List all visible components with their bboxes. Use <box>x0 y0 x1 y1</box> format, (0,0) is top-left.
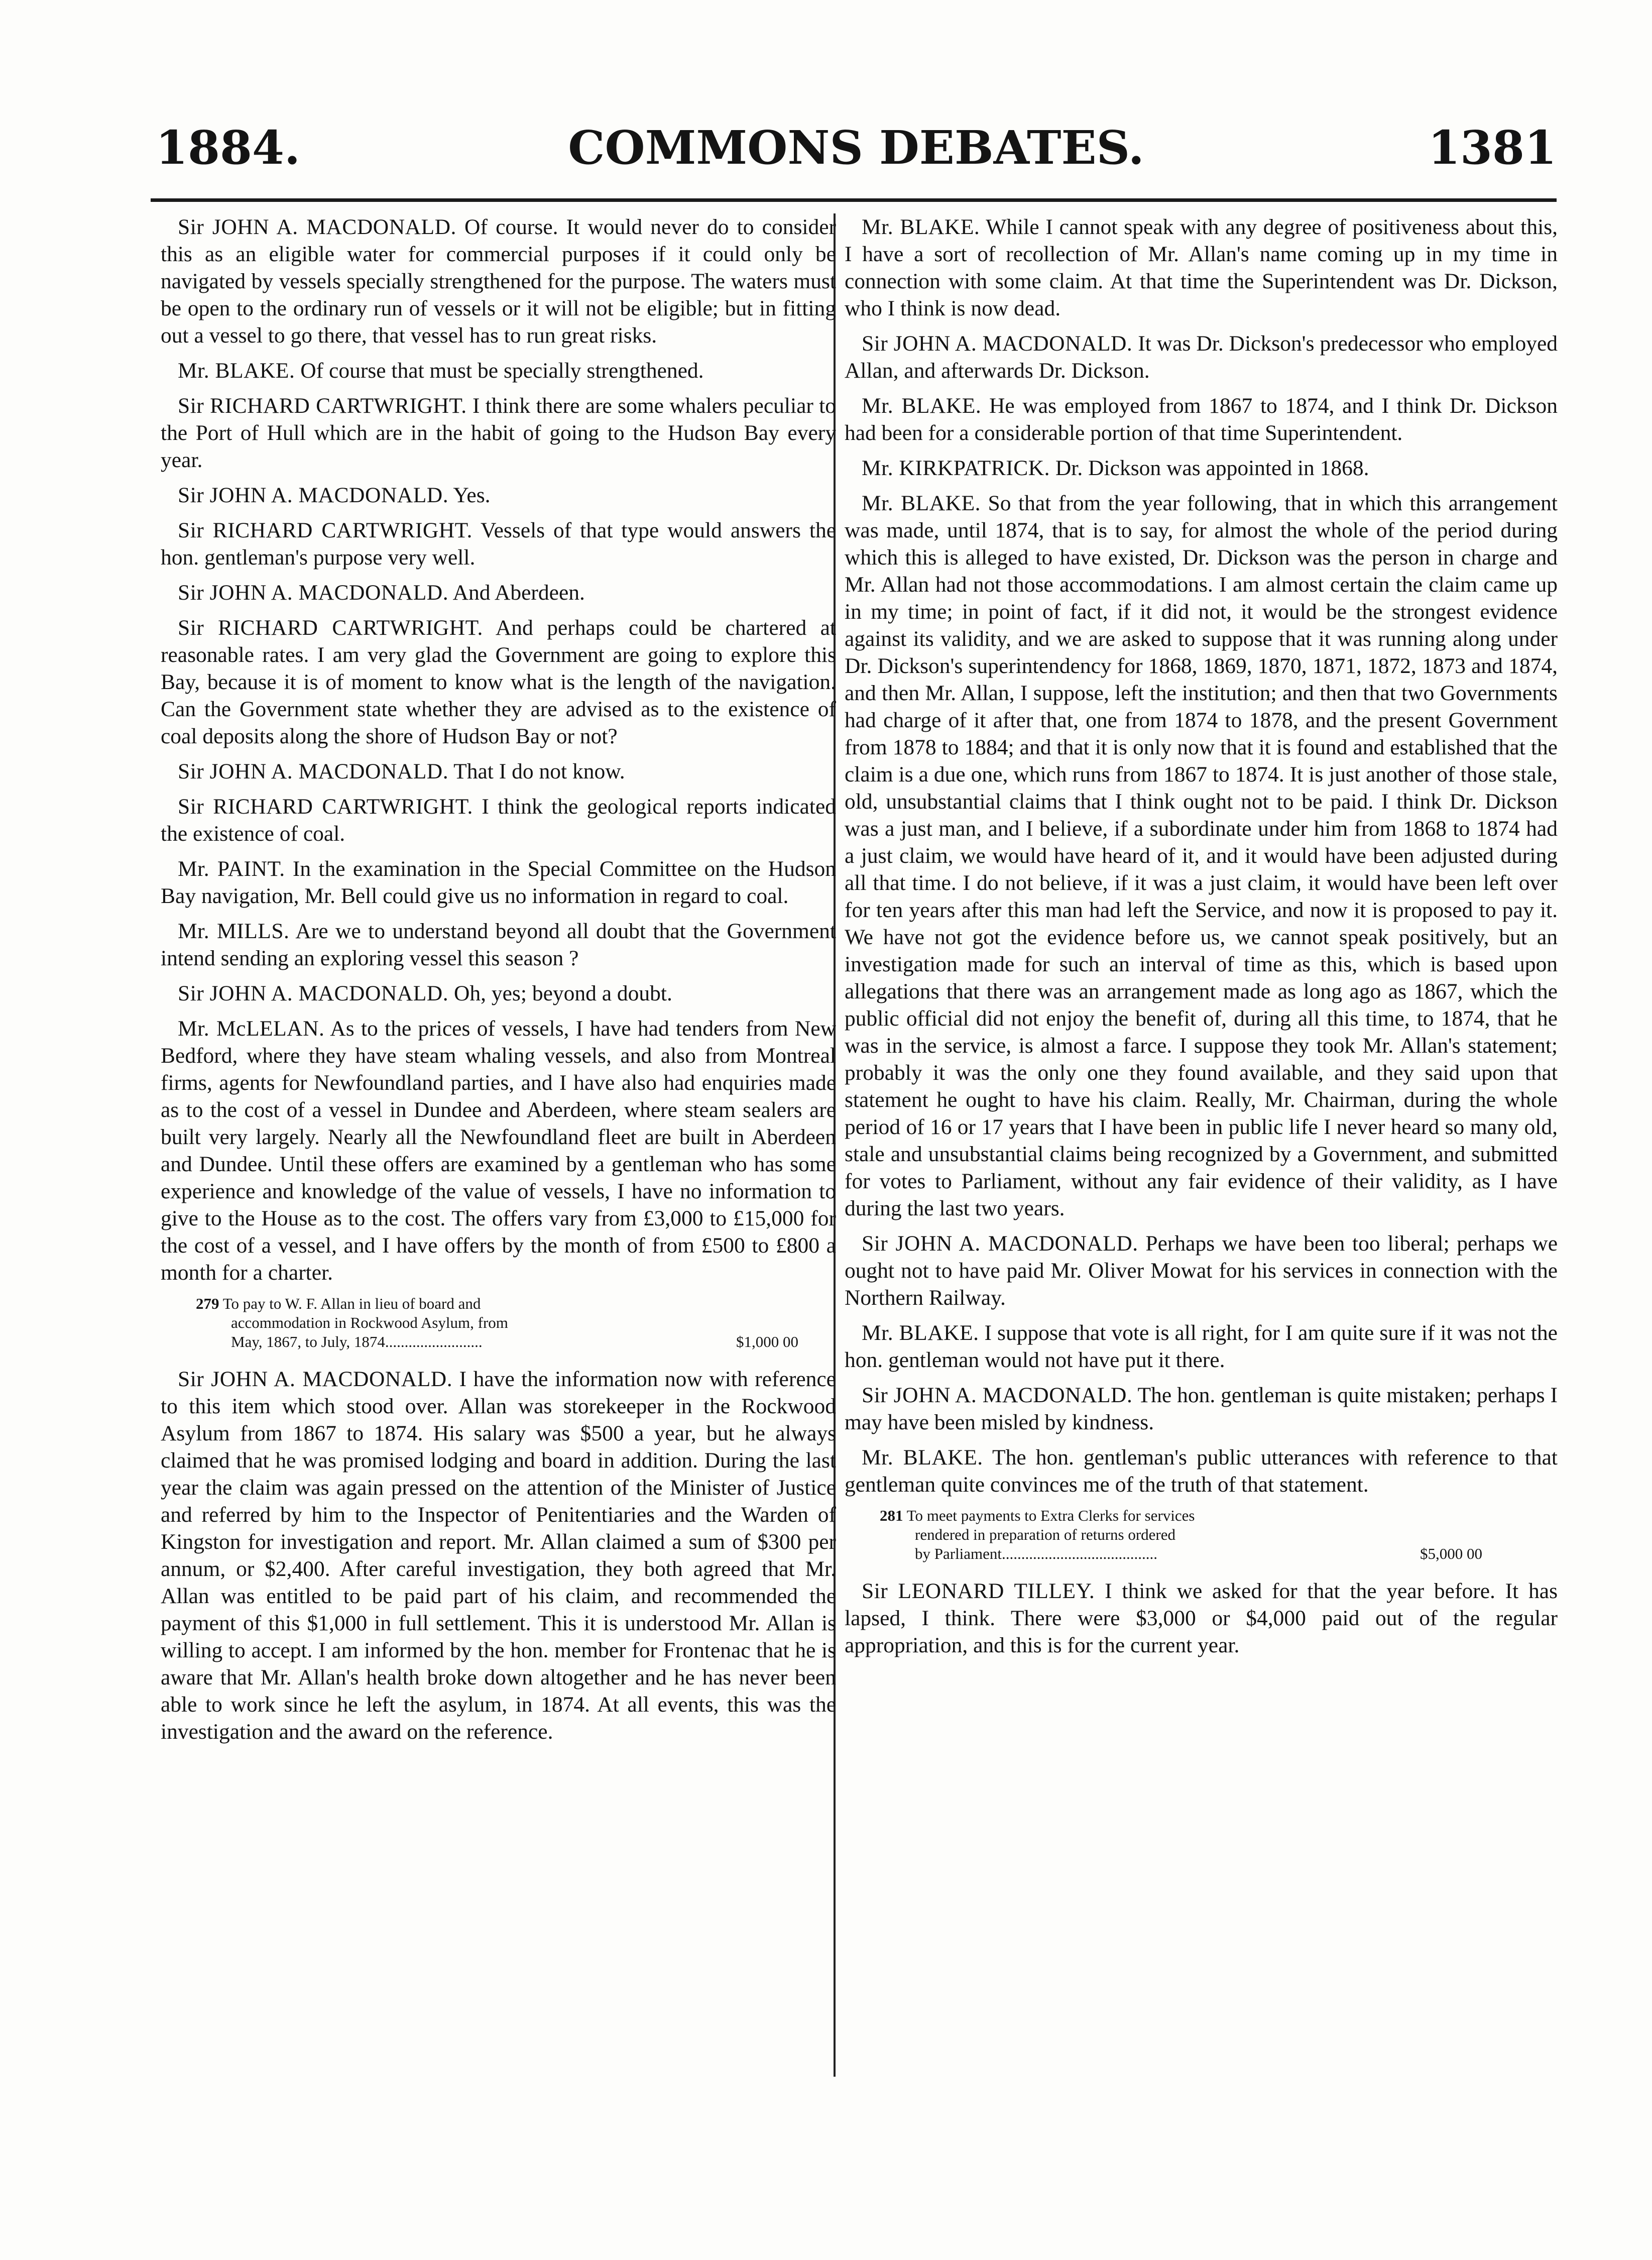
left-column <box>161 213 836 1753</box>
speaker-name: Sir RICHARD CARTWRIGHT. <box>178 518 473 542</box>
speech-text: As to the prices of vessels, I have had tenders from New Bedford, where they have steam whaling vessels, and also from Montreal firms, agents for Newfoundland parties, and I have also had enquiries made as to the cost of a vessel in Dundee and Aberdeen, where steam sealers are built very largely. Nearly all the Newfoundland fleet are built in Aberdeen and Dundee. Until these offers are examined by a gentleman who has some experience and knowledge of the value of vessels, I have no information to give to the House as to the cost. The offers vary from £3,000 to £15,000 for the cost of a vessel, and I have offers by the month of from £500 to £800 a month for a charter. <box>161 1016 836 1285</box>
speaker-name: Mr. BLAKE. <box>862 215 980 239</box>
speaker-name: Sir RICHARD CARTWRIGHT. <box>178 616 483 640</box>
vote-number: 281 <box>880 1507 903 1524</box>
speech-text: I think there are some whalers peculiar to the Port of Hull which are in the habit of going to the Hudson Bay every year. <box>161 394 837 472</box>
speech-text: The hon. gentleman's public utterances with reference to that gentleman quite convinces me of the truth of that statement. <box>845 1445 1558 1497</box>
vote-item-281 <box>880 1506 1482 1563</box>
page-header <box>156 121 1557 191</box>
vote-line-1: To meet payments to Extra Clerks for services <box>906 1507 1195 1524</box>
speech-text: I suppose that vote is all right, for I am quite sure if it was not the hon. gentleman would not have put it there. <box>845 1321 1558 1372</box>
speech-paragraph <box>845 392 1558 446</box>
speaker-name: Sir JOHN A. MACDONALD. <box>178 581 449 605</box>
speech-paragraph <box>845 213 1558 322</box>
speaker-name: Mr. BLAKE. <box>862 394 982 418</box>
vote-line-1: To pay to W. F. Allan in lieu of board and <box>222 1295 481 1312</box>
speech-text: Oh, yes; beyond a doubt. <box>453 981 672 1005</box>
speaker-name: Sir RICHARD CARTWRIGHT. <box>178 795 473 819</box>
speech-paragraph <box>161 1366 836 1745</box>
speech-paragraph <box>161 579 836 606</box>
speech-paragraph <box>161 918 836 972</box>
speech-text: While I cannot speak with any degree of positiveness about this, I have a sort of recollection of Mr. Allan's name coming up in my time in connection with some claim. At that time the Superintendent was Dr. Dickson, who I think is now dead. <box>845 215 1558 320</box>
speech-text: It was Dr. Dickson's predecessor who employed Allan, and afterwards Dr. Dickson. <box>845 331 1558 383</box>
speech-paragraph <box>845 330 1558 384</box>
speaker-name: Sir JOHN A. MACDONALD. <box>178 759 449 783</box>
speech-paragraph <box>161 357 836 384</box>
vote-line-2: rendered in preparation of returns ordered <box>915 1526 1176 1543</box>
speech-paragraph <box>161 758 836 785</box>
speech-paragraph <box>161 392 836 474</box>
speech-paragraph <box>161 614 836 750</box>
speaker-name: Mr. MILLS. <box>178 919 290 943</box>
header-rule <box>151 198 1557 202</box>
speaker-name: Mr. BLAKE. <box>178 359 295 383</box>
vote-number: 279 <box>196 1295 219 1312</box>
speech-text: And Aberdeen. <box>452 581 585 605</box>
speech-paragraph <box>845 1444 1558 1498</box>
speaker-name: Mr. BLAKE. <box>862 491 981 515</box>
speaker-name: Mr. McLELAN. <box>178 1016 325 1041</box>
speech-paragraph <box>845 1319 1558 1374</box>
vote-line-2: accommodation in Rockwood Asylum, from <box>231 1314 508 1331</box>
speech-text: I have the information now with reference to this item which stood over. Allan was storekeeper in the Rockwood Asylum from 1867 to 1874. His salary was $500 a year, but he always claimed that he was promised lodging and board in addition. During the last year the claim was again pressed on the attention of the Minister of Justice and referred by him to the Inspector of Penitentiaries and the Warden of Kingston for investigation and report. Mr. Allan claimed a sum of $300 per annum, or $2,400. After careful investigation, they both agreed that Mr. Allan was entitled to be paid part of his claim, and recommended the payment of this $1,000 in full settlement. This it is understood Mr. Allan is willing to accept. I am informed by the hon. member for Frontenac that he is aware that Mr. Allan's health broke down altogether and he has never been able to work since he left the asylum, in 1874. At all events, this was the investigation and the award on the reference. <box>161 1367 836 1744</box>
speaker-name: Sir RICHARD CARTWRIGHT. <box>178 394 467 418</box>
vote-line-3: by Parliament........................................ <box>915 1545 1158 1562</box>
speech-text: Perhaps we have been too liberal; perhaps we ought not to have paid Mr. Oliver Mowat for his services in connection with the Northern Railway. <box>845 1231 1558 1310</box>
speech-text: He was employed from 1867 to 1874, and I think Dr. Dickson had been for a considerable portion of that time Superintendent. <box>845 394 1558 445</box>
vote-amount: $5,000 00 <box>1420 1545 1482 1562</box>
speech-paragraph <box>161 482 836 509</box>
speech-paragraph <box>845 1382 1558 1436</box>
speech-text: I think the geological reports indicated the existence of coal. <box>161 795 836 846</box>
right-speeches <box>845 213 1558 1498</box>
left-speeches <box>161 213 836 1286</box>
speech-text: Dr. Dickson was appointed in 1868. <box>1055 456 1369 480</box>
speaker-name: Mr. PAINT. <box>178 857 285 881</box>
speaker-name: Sir JOHN A. MACDONALD. <box>862 331 1133 356</box>
speaker-name: Sir JOHN A. MACDONALD. <box>178 981 449 1005</box>
speaker-name: Mr. KIRKPATRICK. <box>862 456 1050 480</box>
vote-amount: $1,000 00 <box>736 1333 798 1350</box>
speech-paragraph <box>161 855 836 910</box>
header-page-number: 1381 <box>1428 121 1557 175</box>
speech-text: That I do not know. <box>453 759 625 783</box>
speaker-name: Mr. BLAKE. <box>862 1445 983 1470</box>
speech-text: Of course. It would never do to consider this as an eligible water for commercial purposes if it could only be navigated by vessels specially strengthened for the purpose. The waters must be open to the ordinary run of vessels or it will not be eligible; but in fitting out a vessel to go there, that vessel has to run great risks. <box>161 215 836 348</box>
right-column <box>845 213 1558 1667</box>
speech-text: I think we asked for that the year before. It has lapsed, I think. There were $3,000 or $4,000 paid out of the regular appropriation, and this is for the current year. <box>845 1579 1558 1657</box>
speech-paragraph <box>161 793 836 847</box>
speech-paragraph <box>161 517 836 571</box>
speaker-name: Sir JOHN A. MACDONALD. <box>178 1367 453 1391</box>
speech-paragraph <box>845 1230 1558 1311</box>
speech-text: Vessels of that type would answers the hon. gentleman's purpose very well. <box>161 518 837 570</box>
speech-text: So that from the year following, that in which this arrangement was made, until 1874, that is to say, for almost the whole of the period during which this is alleged to have existed, Dr. Dickson was the person in charge and Mr. Allan had not those accommodations. I am almost certain the claim came up in my time; in point of fact, if it did not, it would be the strongest evidence against its validity, and we are asked to suppose that it was running along under Dr. Dickson's superintendency for 1868, 1869, 1870, 1871, 1872, 1873 and 1874, and then Mr. Allan, I suppose, left the institution; and then that two Governments had charge of it after that, one from 1874 to 1878, and the present Government from 1878 to 1884; and that it is only now that it is found and established that the claim is a due one, which runs from 1867 to 1874. It is just another of those stale, old, unsubstantial claims that I think ought not to be paid. I think Dr. Dickson was a just man, and I believe, if a subordinate under him from 1868 to 1874 had a just claim, we would have heard of it, and it would have been adjusted during all that time. I do not believe, if it was a just claim, it would have been left over for ten years after this man had left the Service, and now it is proposed to pay it. We have not got the evidence before us, we cannot speak positively, but an investigation made for such an interval of time as this, which is based upon allegations that there was an arrangement made as long ago as 1867, which the public official did not enjoy the benefit of, during all this time, to 1874, that he was in the service, is almost a farce. I suppose they took Mr. Allan's statement; probably it was the only one they found available, and they said upon that statement he ought to have his claim. Really, Mr. Chairman, during the whole period of 16 or 17 years that I have been in public life I never heard so many old, stale and unsubstantial claims being recognized by a Government, and submitted for votes to Parliament, without any fair evidence of their validity, as I have during the last two years. <box>845 491 1558 1220</box>
vote-item-279 <box>196 1294 798 1351</box>
speech-text: Are we to understand beyond all doubt that the Government intend sending an exploring vessel this season ? <box>161 919 836 970</box>
speech-text: In the examination in the Special Committee on the Hudson Bay navigation, Mr. Bell could give us no information in regard to coal. <box>161 857 836 908</box>
vote-line-3: May, 1867, to July, 1874......................... <box>231 1333 483 1350</box>
speaker-name: Sir LEONARD TILLEY. <box>862 1579 1095 1603</box>
speech-text: Yes. <box>453 483 491 507</box>
speech-text: The hon. gentleman is quite mistaken; perhaps I may have been misled by kindness. <box>845 1383 1558 1434</box>
speech-text: And perhaps could be chartered at reasonable rates. I am very glad the Government are going to explore this Bay, because it is of moment to know what is the length of the navigation. Can the Government state whether they are advised as to the existence of coal deposits along the shore of Hudson Bay or not? <box>161 616 836 748</box>
speech-text: Of course that must be specially strengthened. <box>300 359 704 383</box>
speaker-name: Sir JOHN A. MACDONALD. <box>862 1231 1138 1256</box>
speech-paragraph <box>161 213 836 349</box>
speaker-name: Sir JOHN A. MACDONALD. <box>178 215 456 239</box>
speaker-name: Sir JOHN A. MACDONALD. <box>178 483 449 507</box>
speech-paragraph <box>161 1015 836 1286</box>
left-speeches-continued <box>161 1366 836 1745</box>
speaker-name: Sir JOHN A. MACDONALD. <box>862 1383 1133 1407</box>
header-title: COMMONS DEBATES. <box>568 121 1144 175</box>
speech-paragraph <box>845 1577 1558 1659</box>
right-speeches-continued <box>845 1577 1558 1659</box>
header-year: 1884. <box>156 121 301 175</box>
speech-paragraph <box>845 490 1558 1222</box>
speaker-name: Mr. BLAKE. <box>862 1321 979 1345</box>
speech-paragraph <box>161 980 836 1007</box>
speech-paragraph <box>845 455 1558 482</box>
